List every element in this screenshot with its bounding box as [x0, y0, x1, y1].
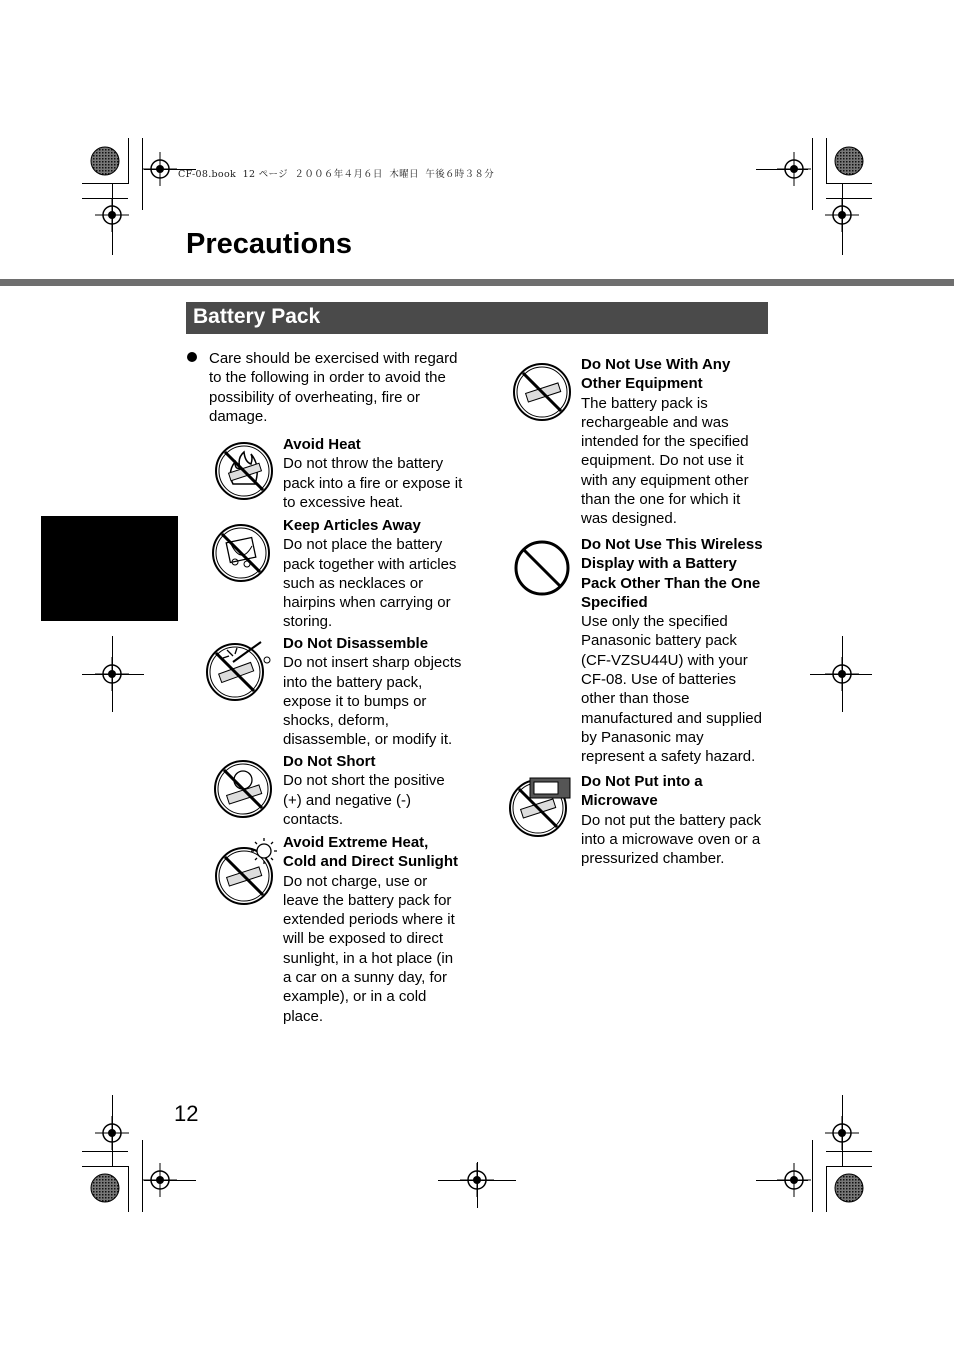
- no-disassemble-icon: [203, 636, 273, 702]
- list-item: [283, 634, 465, 750]
- page-number: 12: [174, 1101, 199, 1126]
- item-heading: Do Not Use With Any Other Equipment: [581, 356, 731, 393]
- list-item: [581, 535, 765, 767]
- registration-mark-icon: [777, 1163, 811, 1197]
- list-item: [283, 752, 465, 829]
- section-heading: [186, 302, 768, 334]
- registration-mark-icon: [777, 152, 811, 186]
- registration-mark-icon: [825, 657, 859, 691]
- registration-mark-icon: [95, 1116, 129, 1150]
- title-rule: [0, 279, 954, 286]
- sunburst-mark-icon: [90, 146, 120, 176]
- print-header: CF-08.book 12 ページ ２００６年４月６日 木曜日 午後６時３８分: [178, 169, 495, 180]
- item-body: Do not place the battery pack together with articles such as necklaces or hairpins when carrying or storing.: [283, 536, 457, 631]
- item-heading: Do Not Use This Wireless Display with a Battery Pack Other Than the One Specified: [581, 536, 763, 611]
- intro-text: Care should be exercised with regard to the following in order to avoid the possibility of overheating, fire or damage.: [209, 350, 458, 425]
- sunburst-mark-icon: [834, 1173, 864, 1203]
- item-heading: Avoid Extreme Heat, Cold and Direct Sunlight: [283, 834, 458, 871]
- item-body: Do not insert sharp objects into the battery pack, expose it to bumps or shocks, deform, disassemble, or modify it.: [283, 654, 462, 749]
- list-item: [283, 833, 465, 1026]
- sunburst-mark-icon: [90, 1173, 120, 1203]
- registration-mark-icon: [143, 152, 177, 186]
- item-body: Do not short the positive (+) and negative (-) contacts.: [283, 772, 445, 828]
- page-title: Precautions: [186, 228, 352, 260]
- item-body: Do not charge, use or leave the battery pack for extended periods where it will be exposed to direct sunlight, in a hot place (in a car on a sunny day, for example), or in a cold place.: [283, 872, 455, 1025]
- item-body: Use only the specified Panasonic battery pack (CF-VZSU44U) with your CF-08. Use of batteries other than those manufactured and supplied by Panasonic may represent a safety hazard.: [581, 613, 762, 766]
- side-tab: [41, 516, 178, 621]
- registration-mark-icon: [95, 657, 129, 691]
- list-item: [283, 435, 465, 512]
- registration-mark-icon: [95, 198, 129, 232]
- item-body: Do not throw the battery pack into a fire or expose it to excessive heat.: [283, 455, 463, 511]
- item-heading: Do Not Short: [283, 753, 376, 770]
- list-item: [581, 355, 765, 529]
- no-fire-icon: [213, 440, 275, 502]
- list-item: [581, 772, 765, 868]
- registration-mark-icon: [460, 1163, 494, 1197]
- no-sunlight-icon: [214, 836, 278, 906]
- registration-mark-icon: [825, 1116, 859, 1150]
- no-other-equipment-icon: [511, 361, 573, 423]
- no-short-icon: [212, 758, 274, 820]
- section-title: Battery Pack: [193, 305, 321, 328]
- registration-mark-icon: [143, 1163, 177, 1197]
- registration-mark-icon: [825, 198, 859, 232]
- item-heading: Keep Articles Away: [283, 517, 421, 534]
- item-body: The battery pack is rechargeable and was intended for the specified equipment. Do not use it with any equipment other than the one for which it was designed.: [581, 394, 749, 528]
- bullet-icon: [187, 352, 197, 362]
- no-metal-articles-icon: [210, 522, 272, 584]
- item-heading: Do Not Put into a Microwave: [581, 773, 703, 810]
- item-heading: Avoid Heat: [283, 436, 361, 453]
- sunburst-mark-icon: [834, 146, 864, 176]
- item-body: Do not put the battery pack into a microwave oven or a pressurized chamber.: [581, 811, 762, 868]
- no-microwave-icon: [508, 774, 574, 838]
- list-item: [283, 516, 465, 632]
- item-heading: Do Not Disassemble: [283, 635, 429, 652]
- prohibited-icon: [512, 538, 572, 598]
